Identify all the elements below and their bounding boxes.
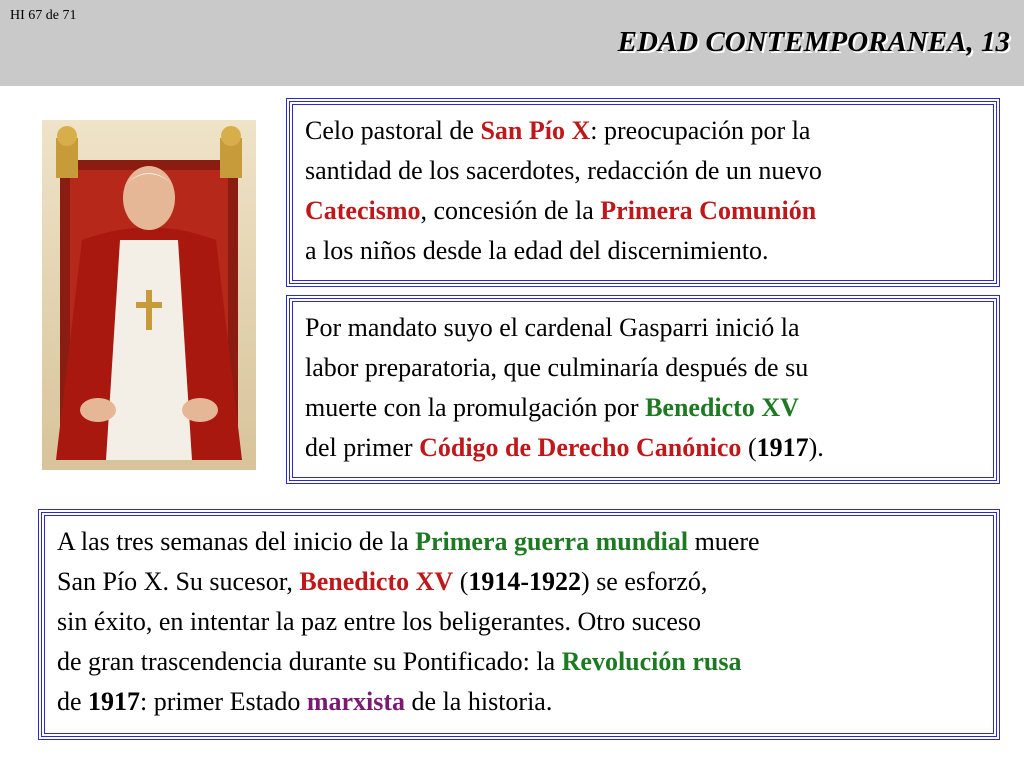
text-run: : primer Estado: [140, 687, 307, 716]
text-run: , concesión de la: [420, 196, 601, 225]
text-line: Por mandato suyo el cardenal Gasparri inició la: [305, 313, 800, 342]
text-box-pastoral: [289, 101, 997, 284]
text-line: sin éxito, en intentar la paz entre los beligerantes. Otro suceso: [57, 607, 702, 636]
highlight-benedicto-xv: Benedicto XV: [645, 393, 799, 422]
highlight-catecismo: Catecismo: [305, 196, 421, 225]
highlight-primera-comunion: Primera Comunión: [600, 196, 817, 225]
text-run: muerte con la promulgación por: [305, 393, 646, 422]
pope-portrait-image: [42, 120, 256, 470]
slide-title: EDAD CONTEMPORANEA, 13: [617, 26, 1010, 58]
text-run: muere: [688, 527, 760, 556]
text-run: ).: [808, 433, 824, 462]
highlight-revolucion-rusa: Revolución rusa: [561, 647, 742, 676]
text-run: San Pío X. Su sucesor,: [57, 567, 300, 596]
highlight-year: 1917: [88, 687, 141, 716]
highlight-marxista: marxista: [306, 687, 406, 716]
text-line: santidad de los sacerdotes, redacción de un nuevo: [305, 156, 822, 185]
page-number: HI 67 de 71: [10, 8, 77, 23]
text-line: labor preparatoria, que culminaría después de su: [305, 353, 809, 382]
text-line: [57, 562, 993, 602]
slide-header: [0, 0, 1024, 86]
text-line: [57, 682, 993, 722]
text-run: (: [741, 433, 757, 462]
highlight-primera-guerra-mundial: Primera guerra mundial: [415, 527, 689, 556]
text-run: de gran trascendencia durante su Pontificado: la: [57, 647, 562, 676]
text-run: del primer: [305, 433, 420, 462]
text-line: [305, 428, 993, 468]
text-box-guerra: [41, 512, 997, 737]
text-run: ) se esforzó,: [581, 567, 708, 596]
highlight-benedicto-xv: Benedicto XV: [299, 567, 454, 596]
text-line: [305, 111, 993, 151]
highlight-codigo-derecho-canonico: Código de Derecho Canónico: [419, 433, 742, 462]
text-line: a los niños desde la edad del discernimiento.: [305, 236, 769, 265]
text-run: Celo pastoral de: [305, 116, 481, 145]
portrait-illustration: [42, 120, 256, 470]
highlight-year: 1917: [756, 433, 809, 462]
text-line: [305, 388, 993, 428]
text-run: de: [57, 687, 89, 716]
highlight-years: 1914-1922: [468, 567, 582, 596]
text-line: [305, 191, 993, 231]
text-line: [57, 522, 993, 562]
text-line: [57, 642, 993, 682]
text-box-codigo: [289, 298, 997, 481]
highlight-san-pio-x: San Pío X: [480, 116, 591, 145]
text-run: (: [453, 567, 469, 596]
text-run: : preocupación por la: [590, 116, 811, 145]
text-run: A las tres semanas del inicio de la: [57, 527, 416, 556]
text-run: de la historia.: [405, 687, 553, 716]
